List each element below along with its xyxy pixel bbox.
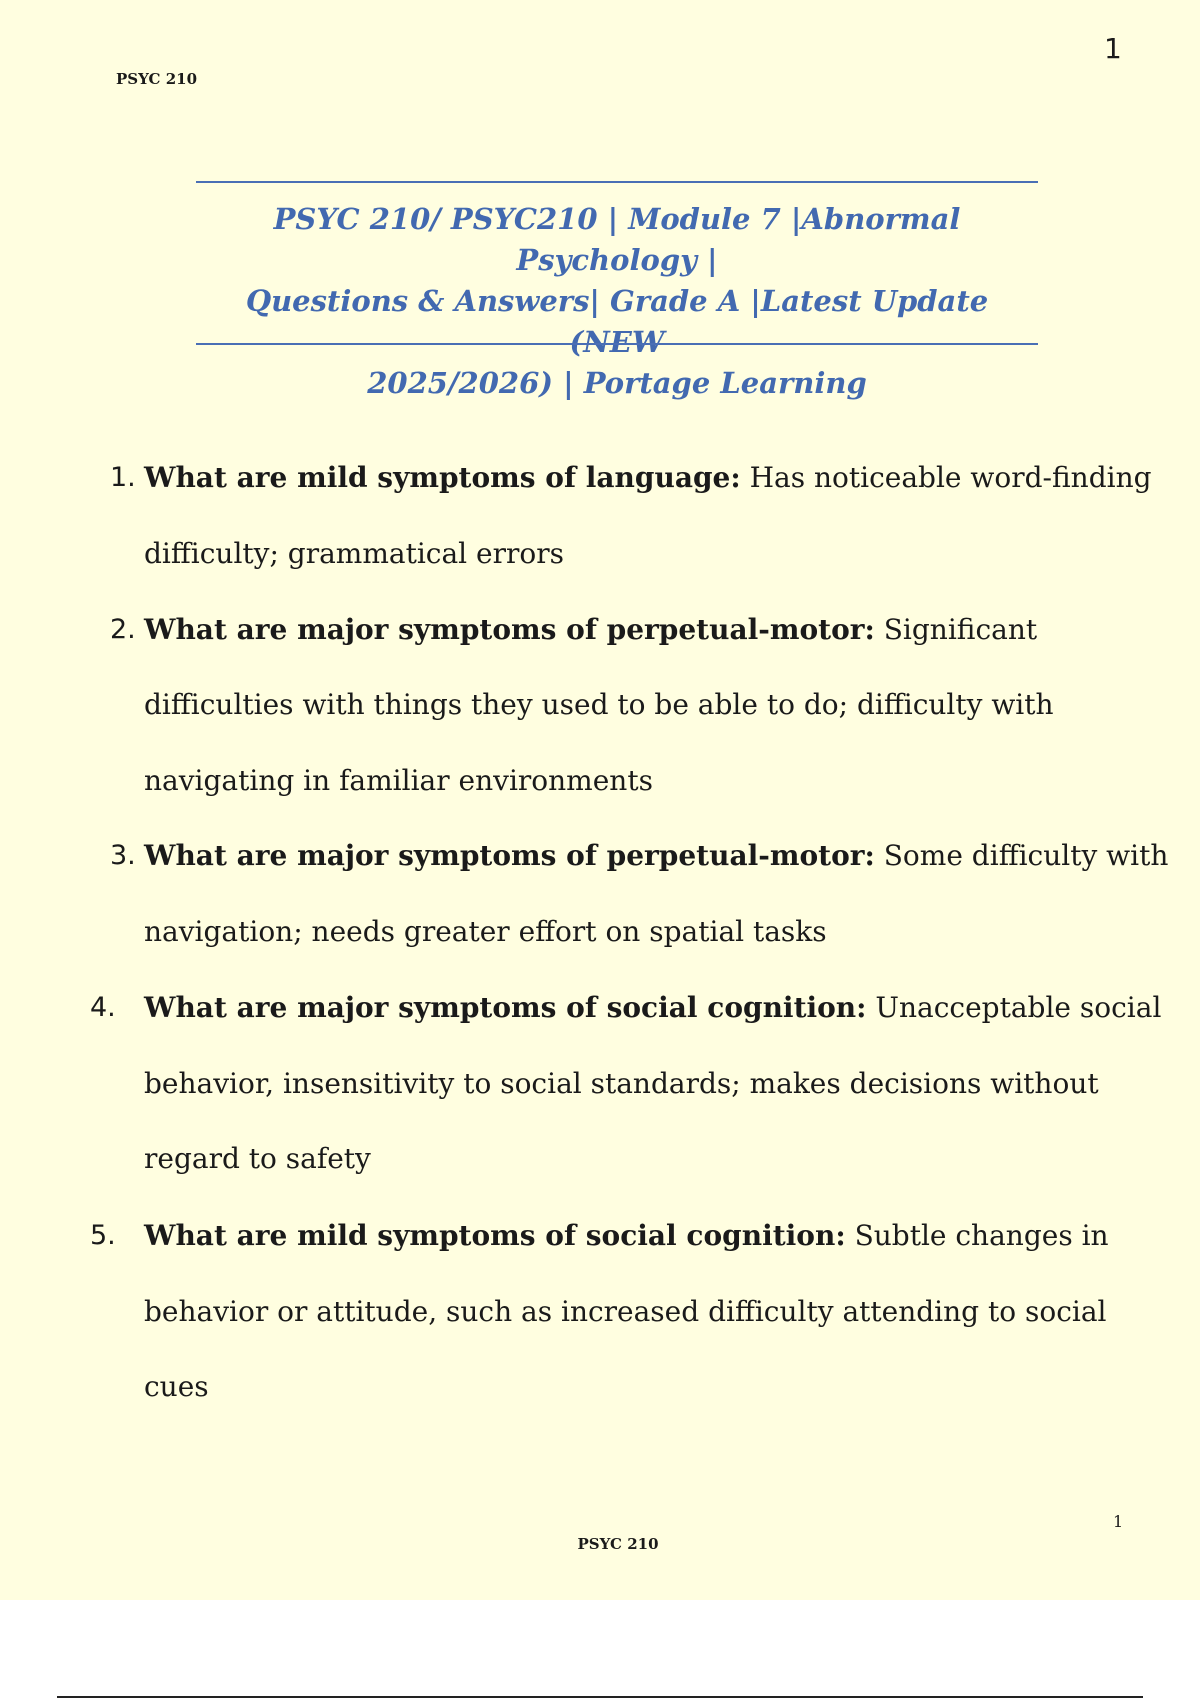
title-line: Questions & Answers| Grade A |Latest Update (NEW <box>245 284 989 359</box>
qa-line <box>144 818 1168 894</box>
qa-line <box>144 592 1037 668</box>
answer-text: Unacceptable social <box>875 991 1162 1024</box>
answer-text: regard to safety <box>144 1142 371 1175</box>
answer-text: difficulties with things they used to be able to do; difficulty with <box>144 688 1054 721</box>
running-header: PSYC 210 <box>116 70 198 88</box>
answer-text: Significant <box>883 613 1038 646</box>
item-number: 1. <box>110 462 136 493</box>
answer-text: cues <box>144 1370 209 1403</box>
item-number: 3. <box>110 840 136 871</box>
qa-line <box>144 1198 1109 1274</box>
question-text: What are major symptoms of perpetual-motor: <box>144 613 875 646</box>
answer-text: behavior, insensitivity to social standards; makes decisions without <box>144 1067 1099 1100</box>
answer-text: Subtle changes in <box>854 1219 1109 1252</box>
document-title <box>196 199 1038 404</box>
title-line: PSYC 210/ PSYC210 | Module 7 |Abnormal Psychology | <box>273 202 961 277</box>
item-number: 5. <box>90 1220 116 1251</box>
question-text: What are major symptoms of perpetual-motor: <box>144 839 875 872</box>
question-text: What are mild symptoms of social cognition: <box>144 1219 846 1252</box>
item-number: 4. <box>90 992 116 1023</box>
answer-text: navigating in familiar environments <box>144 764 653 797</box>
question-text: What are mild symptoms of language: <box>144 461 741 494</box>
qa-line <box>144 970 1161 1046</box>
answer-text: difficulty; grammatical errors <box>144 537 564 570</box>
qa-line <box>144 440 1152 516</box>
question-text: What are major symptoms of social cognition: <box>144 991 867 1024</box>
title-top-rule <box>196 181 1038 183</box>
running-footer: PSYC 210 <box>577 1535 659 1553</box>
title-bottom-rule <box>196 343 1038 345</box>
page-number: 1 <box>1104 32 1122 65</box>
footer-page-number: 1 <box>1113 1512 1124 1531</box>
page-bottom-rule <box>57 1696 1143 1698</box>
answer-text: navigation; needs greater effort on spatial tasks <box>144 915 827 948</box>
answer-text: behavior or attitude, such as increased difficulty attending to social <box>144 1295 1107 1328</box>
answer-text: Has noticeable word-finding <box>749 461 1152 494</box>
title-line: 2025/2026) | Portage Learning <box>367 366 867 400</box>
answer-text: Some difficulty with <box>883 839 1169 872</box>
item-number: 2. <box>110 614 136 645</box>
